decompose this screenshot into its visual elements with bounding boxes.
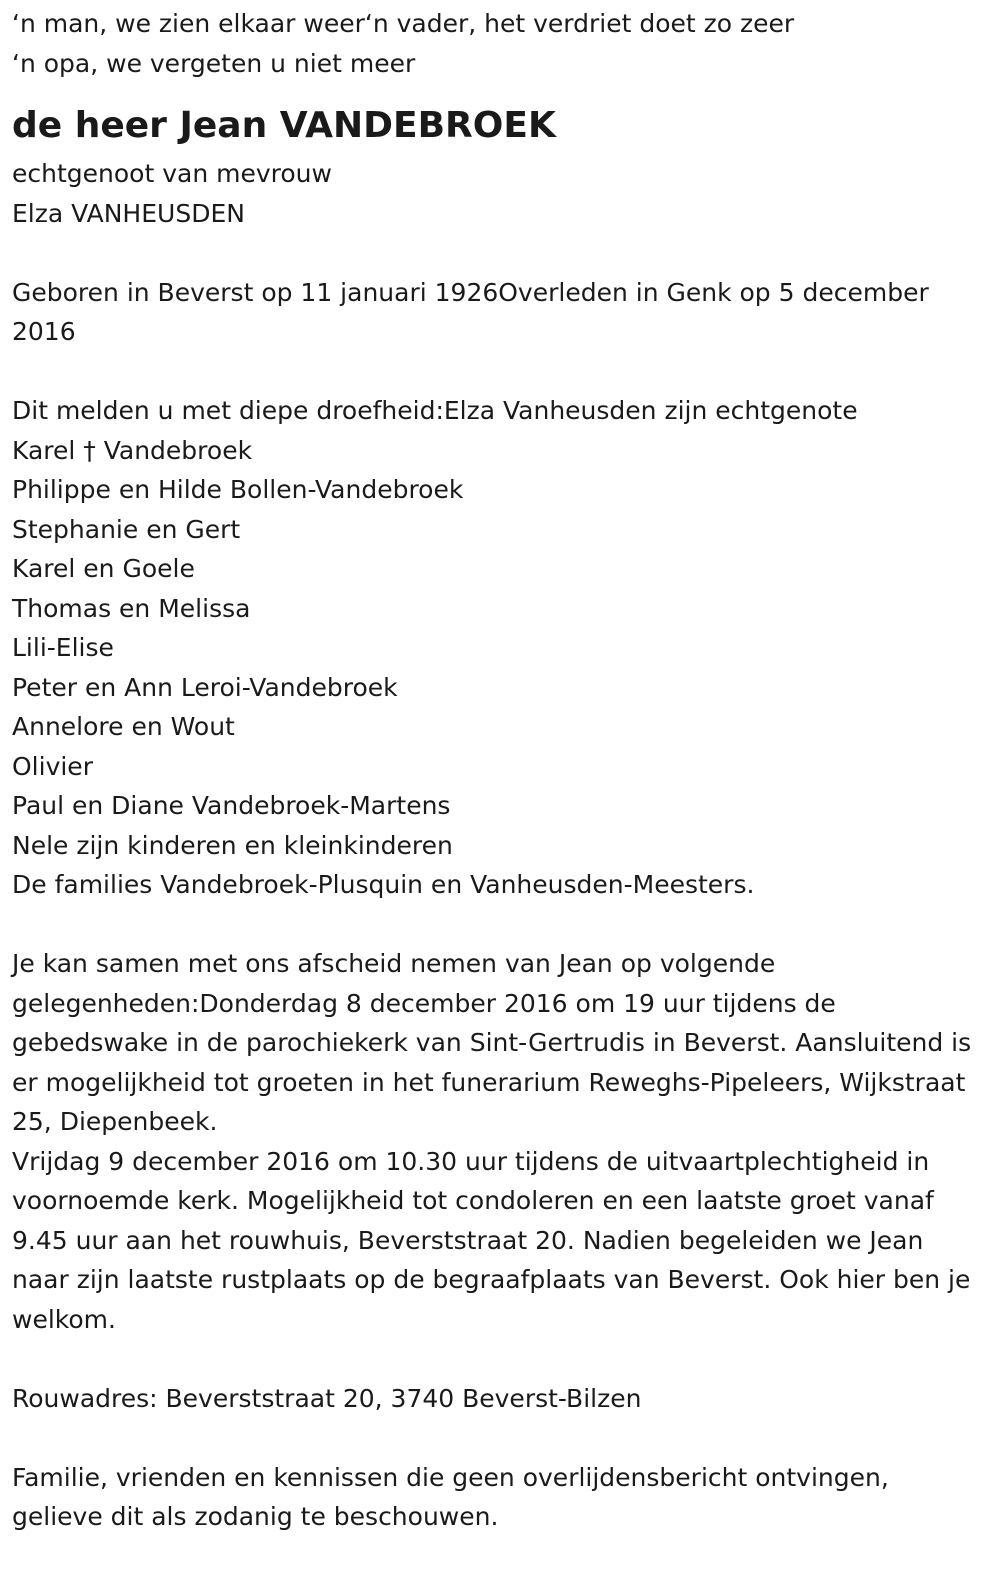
farewell-info — [12, 944, 988, 1339]
farewell-wake: Je kan samen met ons afscheid nemen van Jean op volgende gelegenheden:Donderdag 8 december 2016 om 19 uur tijdens de gebedswake in de parochiekerk van Sint-Gertrudis in Beverst. Aansluitend is er mogelijkheid tot groeten in het funerarium Reweghs-Pipeleers, Wijkstraat 25, Diepenbeek. — [12, 949, 980, 1136]
birth-death-info: Geboren in Beverst op 11 januari 1926Overleden in Genk op 5 december 2016 — [12, 277, 929, 346]
spouse-line: echtgenoot van mevrouw — [12, 159, 332, 188]
mourner-item: Karel † Vandebroek — [12, 435, 253, 465]
mourner-item: De families Vandebroek-Plusquin en Vanheusden-Meesters. — [12, 870, 755, 899]
verse-line: ‘n opa, we vergeten u niet meer — [12, 48, 416, 78]
mourner-item: Annelore en Wout — [12, 712, 235, 741]
spouse-info — [12, 154, 988, 233]
farewell-funeral: Vrijdag 9 december 2016 om 10.30 uur tijdens de uitvaartplechtigheid in voornoemde kerk. Mogelijkheid tot condoleren en een laatste groet vanaf 9.45 uur aan het rouwhuis, Beverststraat 20. Nadien begeleiden we Jean naar zijn laatste rustplaats op de begraafplaats van Beverst. Ook hier ben je welkom. — [12, 1146, 979, 1334]
spouse-name: Elza VANHEUSDEN — [12, 198, 245, 228]
mourner-item: Lili-Elise — [12, 633, 114, 662]
deceased-name: de heer Jean VANDEBROEK — [12, 105, 556, 146]
mourner-item: Thomas en Melissa — [12, 593, 251, 623]
verse-line: ‘n man, we zien elkaar weer‘n vader, het verdriet doet zo zeer — [12, 9, 795, 38]
mourners-list — [12, 391, 988, 905]
mourner-item: Paul en Diane Vandebroek-Martens — [12, 791, 451, 820]
mourner-item: Olivier — [12, 751, 93, 781]
opening-verse — [12, 4, 988, 83]
mourner-item: Stephanie en Gert — [12, 514, 241, 544]
mourner-item: Philippe en Hilde Bollen-Vandebroek — [12, 475, 464, 504]
mourner-item: Karel en Goele — [12, 554, 195, 583]
mourner-item: Nele zijn kinderen en kleinkinderen — [12, 830, 453, 860]
mourners-intro: Dit melden u met diepe droefheid:Elza Vanheusden zijn echtgenote — [12, 396, 858, 425]
mourning-address: Rouwadres: Beverststraat 20, 3740 Beverst-Bilzen — [12, 1383, 642, 1413]
closing-note: Familie, vrienden en kennissen die geen overlijdensbericht ontvingen, gelieve dit als zodanig te beschouwen. — [12, 1462, 889, 1531]
mourner-item: Peter en Ann Leroi-Vandebroek — [12, 672, 398, 702]
